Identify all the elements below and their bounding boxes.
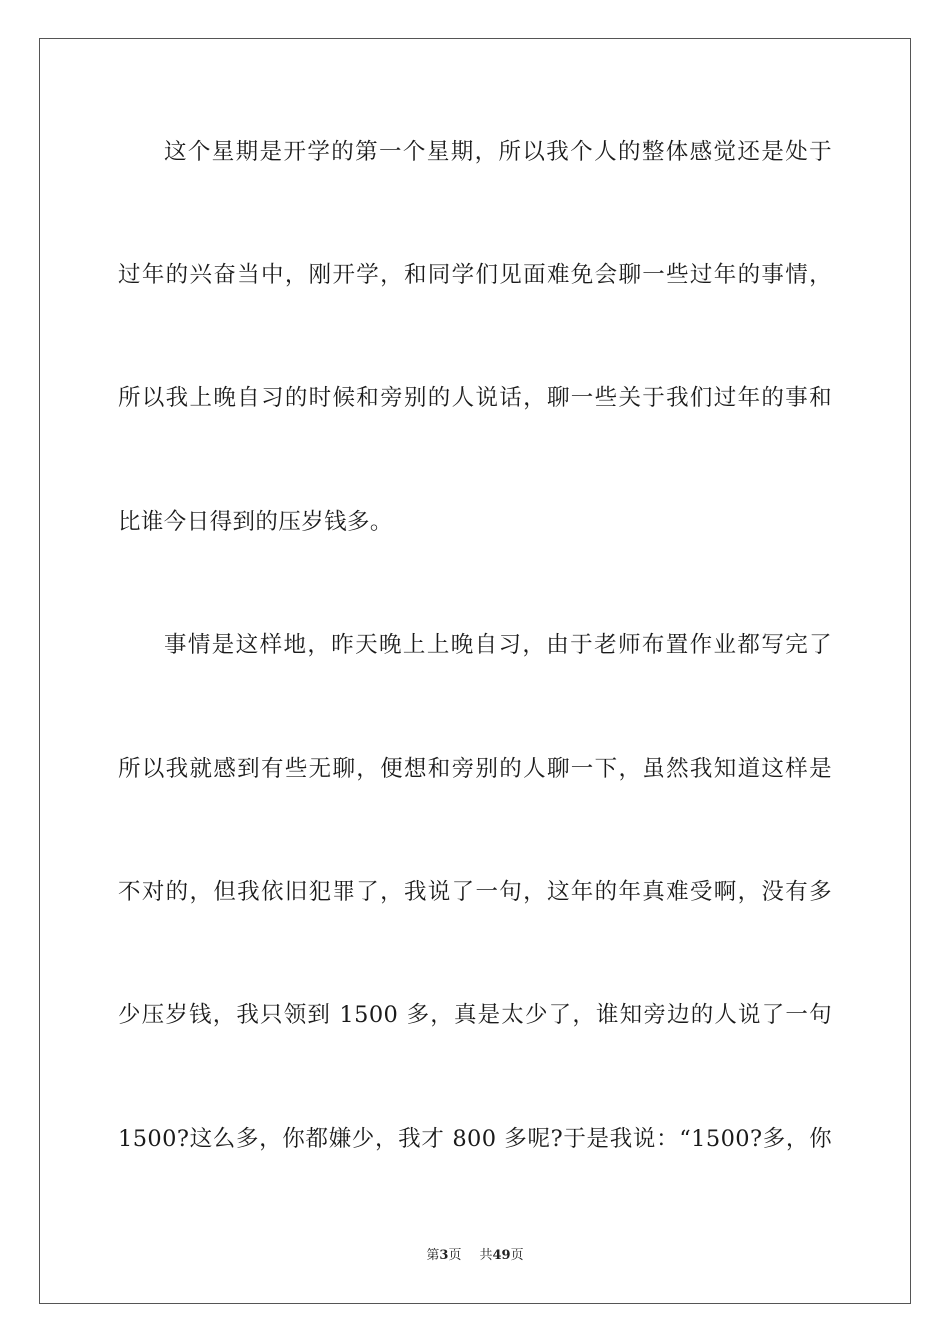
paragraph-1-line-4: 比谁今日得到的压岁钱多。 [118,509,393,535]
page-number-current: 3 [439,1248,449,1263]
page-total-prefix: 共 [479,1248,493,1263]
paragraph-2-line-1: 事情是这样地，昨天晚上上晚自习，由于老师布置作业都写完了 [164,632,832,658]
paragraph-1-line-2: 过年的兴奋当中，刚开学，和同学们见面难免会聊一些过年的事情， [118,262,832,288]
paragraph-1-line-1: 这个星期是开学的第一个星期，所以我个人的整体感觉还是处于 [164,139,832,165]
paragraph-2-line-4: 少压岁钱，我只领到 1500 多，真是太少了，谁知旁边的人说了一句 [118,1002,832,1028]
page-number-suffix: 页 [448,1248,462,1263]
page-total: 49 [492,1248,511,1263]
page-total-suffix: 页 [510,1248,524,1263]
paragraph-2-line-5: 1500?这么多，你都嫌少，我才 800 多呢?于是我说：“1500?多，你 [118,1126,832,1152]
page-footer [0,1247,950,1265]
paragraph-2-line-3: 不对的，但我依旧犯罪了，我说了一句，这年的年真难受啊，没有多 [118,879,832,905]
page-number-prefix: 第 [426,1248,440,1263]
page-frame [39,38,911,1304]
paragraph-2-line-2: 所以我就感到有些无聊，便想和旁别的人聊一下，虽然我知道这样是 [118,756,832,782]
paragraph-1-line-3: 所以我上晚自习的时候和旁别的人说话，聊一些关于我们过年的事和 [118,385,832,411]
